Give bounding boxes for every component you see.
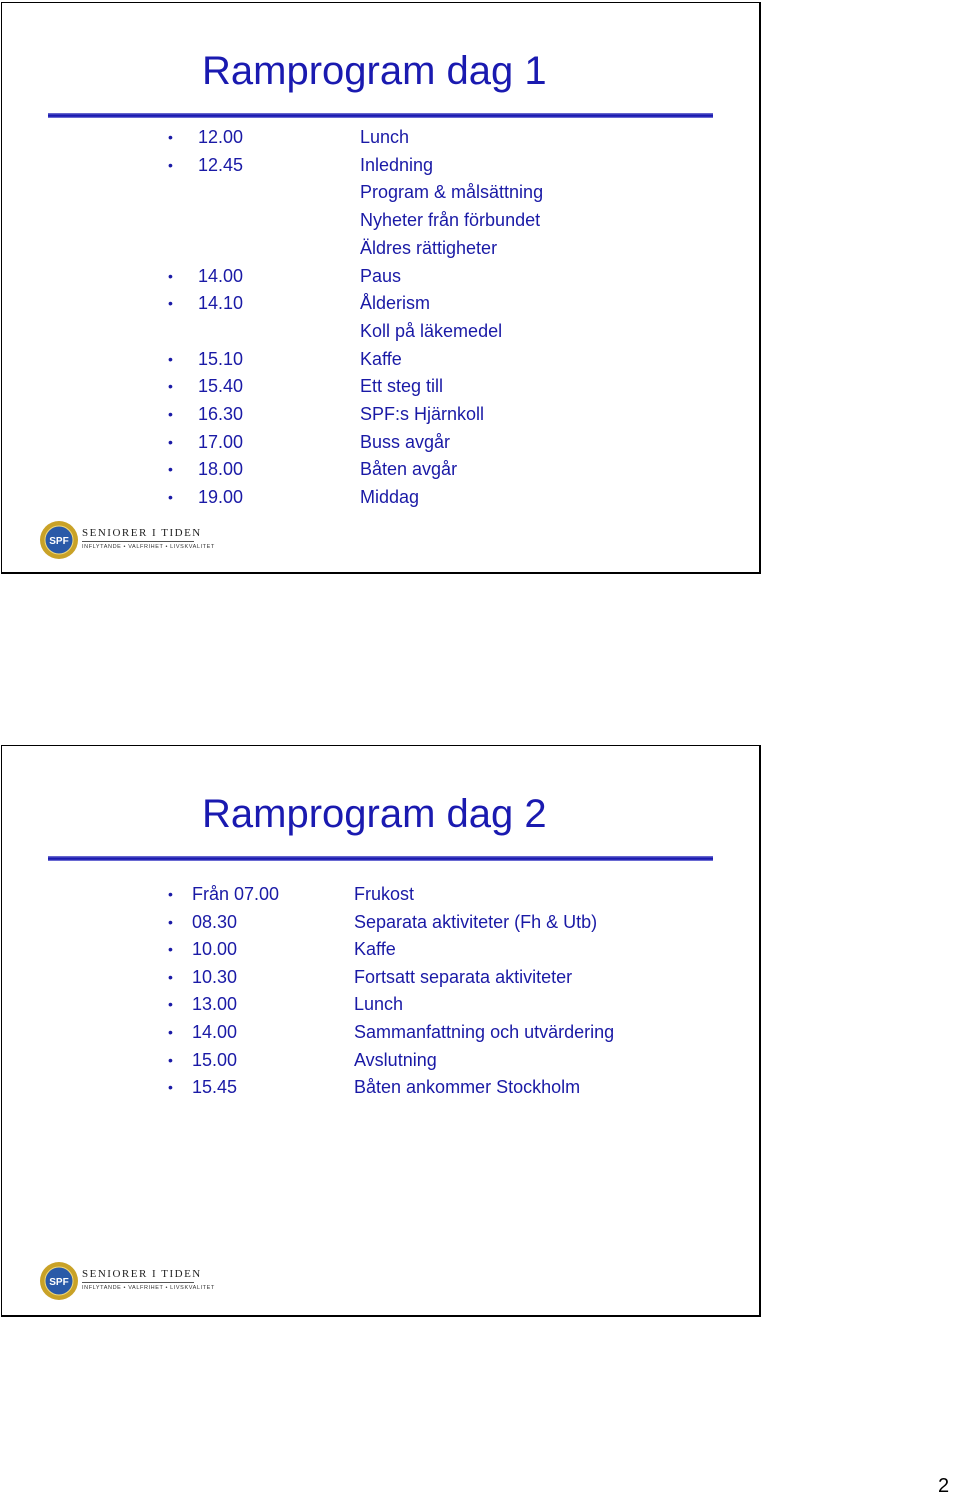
- spf-emblem-icon: [38, 1260, 80, 1302]
- agenda-description: Avslutning: [354, 1049, 437, 1070]
- bullet-icon: •: [168, 996, 173, 1013]
- agenda-description: Ett steg till: [360, 376, 444, 397]
- agenda-time: 15.45: [192, 1077, 238, 1098]
- agenda-item: [2, 965, 742, 989]
- bullet-icon: •: [168, 267, 173, 284]
- agenda-time: 12.45: [198, 154, 244, 175]
- agenda-description: Inledning: [360, 154, 434, 175]
- bullet-icon: •: [168, 350, 173, 367]
- bullet-icon: •: [168, 129, 173, 145]
- agenda-item: [2, 430, 742, 454]
- bullet-icon: •: [168, 941, 173, 958]
- agenda-time: 15.10: [198, 348, 244, 369]
- agenda-item: [2, 264, 742, 288]
- agenda-item: [2, 208, 742, 232]
- spf-logo: [38, 519, 215, 563]
- agenda-item: [2, 402, 742, 426]
- agenda-item: [2, 180, 742, 204]
- agenda-time: 14.10: [198, 293, 244, 314]
- agenda-description: Fortsatt separata aktiviteter: [354, 966, 573, 987]
- agenda-time: 15.00: [192, 1049, 238, 1070]
- agenda-time: 18.00: [198, 459, 244, 480]
- agenda-time: 17.00: [198, 431, 244, 452]
- agenda-item: [2, 236, 742, 260]
- agenda-time: 10.30: [192, 966, 238, 987]
- agenda-description: Middag: [360, 487, 420, 508]
- agenda-description: Separata aktiviteter (Fh & Utb): [354, 911, 598, 932]
- title-underline: [48, 856, 713, 861]
- bullet-icon: •: [168, 886, 173, 902]
- agenda-description: Äldres rättigheter: [360, 237, 498, 258]
- spf-logo: [38, 1260, 215, 1304]
- agenda-description: Program & målsättning: [360, 182, 544, 203]
- svg-text:SPF: SPF: [49, 1277, 69, 1288]
- agenda-item: [2, 125, 742, 149]
- bullet-icon: •: [168, 1024, 173, 1040]
- bullet-icon: •: [168, 1079, 173, 1096]
- bullet-icon: •: [168, 156, 173, 173]
- agenda-time: 14.00: [192, 1022, 238, 1042]
- agenda-time: 12.00: [198, 127, 244, 147]
- bullet-icon: •: [168, 295, 173, 312]
- logo-divider: [82, 1282, 194, 1283]
- agenda-time: 13.00: [192, 994, 238, 1015]
- agenda-description: Koll på läkemedel: [360, 320, 503, 341]
- bullet-icon: •: [168, 433, 173, 450]
- agenda-item: [2, 882, 742, 906]
- agenda-description: Lunch: [360, 127, 410, 147]
- agenda-item: [2, 992, 742, 1016]
- agenda-time: 15.40: [198, 376, 244, 397]
- logo-divider: [82, 541, 194, 542]
- logo-brand: SENIORER I TIDEN: [82, 527, 202, 539]
- logo-tagline: INFLYTANDE • VALFRIHET • LIVSKVALITET: [82, 1285, 215, 1291]
- agenda-time: 10.00: [192, 939, 238, 960]
- logo-brand: SENIORER I TIDEN: [82, 1268, 202, 1280]
- agenda-time: 19.00: [198, 487, 244, 508]
- slide-day-1: [1, 2, 761, 574]
- agenda-description: SPF:s Hjärnkoll: [360, 404, 485, 424]
- agenda-description: Nyheter från förbundet: [360, 210, 541, 231]
- agenda-description: Båten ankommer Stockholm: [354, 1077, 581, 1098]
- agenda-description: Paus: [360, 265, 402, 286]
- slide-title: Ramprogram dag 1: [202, 49, 547, 93]
- agenda-item: [2, 347, 742, 371]
- agenda-time: 14.00: [198, 265, 244, 286]
- agenda-item: [2, 319, 742, 343]
- agenda-item: [2, 485, 742, 509]
- agenda-item: [2, 1020, 742, 1044]
- agenda-item: [2, 291, 742, 315]
- agenda-item: [2, 457, 742, 481]
- slide-title: Ramprogram dag 2: [202, 792, 547, 836]
- agenda-time: 08.30: [192, 911, 238, 932]
- agenda-description: Ålderism: [360, 293, 431, 314]
- bullet-icon: •: [168, 1051, 173, 1068]
- agenda-description: Kaffe: [354, 939, 396, 960]
- bullet-icon: •: [168, 968, 173, 985]
- agenda-item: [2, 153, 742, 177]
- agenda-item: [2, 910, 742, 934]
- logo-tagline: INFLYTANDE • VALFRIHET • LIVSKVALITET: [82, 544, 215, 550]
- agenda-description: Kaffe: [360, 348, 402, 369]
- agenda-description: Frukost: [354, 884, 415, 904]
- agenda-time: Från 07.00: [192, 884, 280, 904]
- agenda-item: [2, 1075, 742, 1099]
- agenda-description: Buss avgår: [360, 431, 451, 452]
- bullet-icon: •: [168, 913, 173, 930]
- bullet-icon: •: [168, 489, 173, 506]
- agenda-description: Sammanfattning och utvärdering: [354, 1022, 615, 1042]
- bullet-icon: •: [168, 461, 173, 478]
- agenda-time: 16.30: [198, 404, 244, 424]
- spf-emblem-icon: [38, 519, 80, 561]
- agenda-item: [2, 1048, 742, 1072]
- agenda-description: Båten avgår: [360, 459, 458, 480]
- page-number: 2: [938, 1475, 950, 1497]
- bullet-icon: •: [168, 378, 173, 395]
- agenda-item: [2, 374, 742, 398]
- agenda-description: Lunch: [354, 994, 404, 1015]
- title-underline: [48, 113, 713, 118]
- agenda-item: [2, 937, 742, 961]
- slide-day-2: [1, 745, 761, 1317]
- svg-text:SPF: SPF: [49, 536, 69, 547]
- bullet-icon: •: [168, 406, 173, 422]
